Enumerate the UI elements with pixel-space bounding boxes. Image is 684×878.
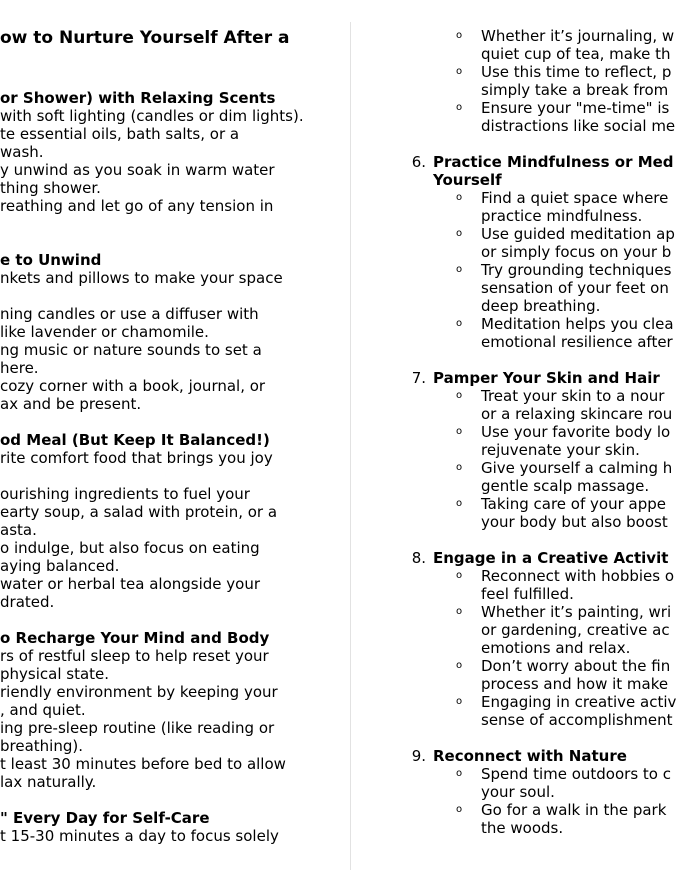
- bullet-marker: o: [456, 264, 463, 275]
- list-item-text: here.: [0, 359, 39, 377]
- list-item-text: rejuvenate your skin.: [481, 441, 640, 459]
- list-item-text: Don’t worry about the fin: [481, 657, 671, 675]
- list-item-text: Use this time to reflect, p: [481, 63, 672, 81]
- list-item-text: emotional resilience after: [481, 333, 673, 351]
- section-heading: Practice Mindfulness or Med: [433, 153, 674, 171]
- list-item-text: ax and be present.: [0, 395, 142, 413]
- section-number: 7.: [411, 369, 426, 387]
- bullet-marker: o: [456, 318, 463, 329]
- bullet-marker: o: [456, 696, 463, 707]
- list-item-text: te essential oils, bath salts, or a: [0, 125, 240, 143]
- list-item-text: Ensure your "me-time" is: [481, 99, 670, 117]
- section-number: 6.: [411, 153, 426, 171]
- list-item-text: earty soup, a salad with protein, or a: [0, 503, 278, 521]
- bullet-marker: o: [456, 660, 463, 671]
- list-item-text: Whether it’s journaling, w: [481, 27, 675, 45]
- document-title: ow to Nurture Yourself After a: [0, 28, 290, 48]
- list-item-text: y unwind as you soak in warm water: [0, 161, 275, 179]
- list-item-text: reathing and let go of any tension in: [0, 197, 274, 215]
- list-item-text: with soft lighting (candles or dim lights).: [0, 107, 304, 125]
- list-item-text: riendly environment by keeping your: [0, 683, 278, 701]
- section-heading: Reconnect with Nature: [433, 747, 627, 765]
- bullet-marker: o: [456, 390, 463, 401]
- list-item-text: physical state.: [0, 665, 110, 683]
- list-item-text: Spend time outdoors to c: [481, 765, 671, 783]
- list-item-text: or simply focus on your b: [481, 243, 672, 261]
- bullet-marker: o: [456, 606, 463, 617]
- list-item-text: aying balanced.: [0, 557, 120, 575]
- list-item-text: wash.: [0, 143, 44, 161]
- list-item-text: quiet cup of tea, make th: [481, 45, 671, 63]
- section-heading: e to Unwind: [0, 251, 102, 269]
- list-item-text: Use your favorite body lo: [481, 423, 671, 441]
- list-item-text: gentle scalp massage.: [481, 477, 650, 495]
- list-item-text: simply take a break from: [481, 81, 669, 99]
- list-item-text: Treat your skin to a nour: [481, 387, 665, 405]
- list-item-text: cozy corner with a book, journal, or: [0, 377, 266, 395]
- list-item-text: your soul.: [481, 783, 555, 801]
- list-item-text: ng music or nature sounds to set a: [0, 341, 262, 359]
- section-number: 8.: [411, 549, 426, 567]
- list-item-text: or a relaxing skincare rou: [481, 405, 673, 423]
- list-item-text: nkets and pillows to make your space: [0, 269, 283, 287]
- bullet-marker: o: [456, 102, 463, 113]
- bullet-marker: o: [456, 804, 463, 815]
- bullet-marker: o: [456, 192, 463, 203]
- list-item-text: t least 30 minutes before bed to allow: [0, 755, 286, 773]
- bullet-marker: o: [456, 498, 463, 509]
- list-item-text: Reconnect with hobbies o: [481, 567, 675, 585]
- list-item-text: Try grounding techniques: [481, 261, 672, 279]
- section-heading: Yourself: [433, 171, 502, 189]
- list-item-text: asta.: [0, 521, 37, 539]
- list-item-text: Taking care of your appe: [481, 495, 666, 513]
- list-item-text: water or herbal tea alongside your: [0, 575, 261, 593]
- bullet-marker: o: [456, 768, 463, 779]
- list-item-text: your body but also boost: [481, 513, 668, 531]
- section-number: 9.: [411, 747, 426, 765]
- list-item-text: sensation of your feet on: [481, 279, 669, 297]
- list-item-text: Engaging in creative activ: [481, 693, 677, 711]
- list-item-text: Give yourself a calming h: [481, 459, 673, 477]
- list-item-text: Whether it’s painting, wri: [481, 603, 672, 621]
- right-column: [352, 0, 684, 878]
- list-item-text: feel fulfilled.: [481, 585, 574, 603]
- section-heading: od Meal (But Keep It Balanced!): [0, 431, 270, 449]
- bullet-marker: o: [456, 228, 463, 239]
- bullet-marker: o: [456, 426, 463, 437]
- list-item-text: breathing).: [0, 737, 83, 755]
- bullet-marker: o: [456, 30, 463, 41]
- list-item-text: or gardening, creative ac: [481, 621, 670, 639]
- list-item-text: rite comfort food that brings you joy: [0, 449, 273, 467]
- column-divider: [350, 22, 351, 870]
- list-item-text: process and how it make: [481, 675, 669, 693]
- list-item-text: Use guided meditation ap: [481, 225, 675, 243]
- list-item-text: , and quiet.: [0, 701, 86, 719]
- section-heading: Pamper Your Skin and Hair: [433, 369, 660, 387]
- section-heading: " Every Day for Self-Care: [0, 809, 210, 827]
- list-item-text: deep breathing.: [481, 297, 601, 315]
- list-item-text: distractions like social me: [481, 117, 676, 135]
- list-item-text: emotions and relax.: [481, 639, 631, 657]
- list-item-text: ing pre-sleep routine (like reading or: [0, 719, 275, 737]
- list-item-text: ourishing ingredients to fuel your: [0, 485, 250, 503]
- section-heading: Engage in a Creative Activit: [433, 549, 669, 567]
- list-item-text: lax naturally.: [0, 773, 97, 791]
- list-item-text: Go for a walk in the park: [481, 801, 667, 819]
- section-heading: o Recharge Your Mind and Body: [0, 629, 270, 647]
- list-item-text: thing shower.: [0, 179, 101, 197]
- list-item-text: rs of restful sleep to help reset your: [0, 647, 269, 665]
- list-item-text: Find a quiet space where: [481, 189, 669, 207]
- list-item-text: practice mindfulness.: [481, 207, 643, 225]
- list-item-text: like lavender or chamomile.: [0, 323, 209, 341]
- bullet-marker: o: [456, 462, 463, 473]
- bullet-marker: o: [456, 66, 463, 77]
- section-heading: or Shower) with Relaxing Scents: [0, 89, 276, 107]
- list-item-text: Meditation helps you clea: [481, 315, 674, 333]
- list-item-text: ning candles or use a diffuser with: [0, 305, 259, 323]
- list-item-text: the woods.: [481, 819, 564, 837]
- list-item-text: t 15-30 minutes a day to focus solely: [0, 827, 279, 845]
- list-item-text: drated.: [0, 593, 55, 611]
- list-item-text: o indulge, but also focus on eating: [0, 539, 260, 557]
- list-item-text: sense of accomplishment: [481, 711, 673, 729]
- bullet-marker: o: [456, 570, 463, 581]
